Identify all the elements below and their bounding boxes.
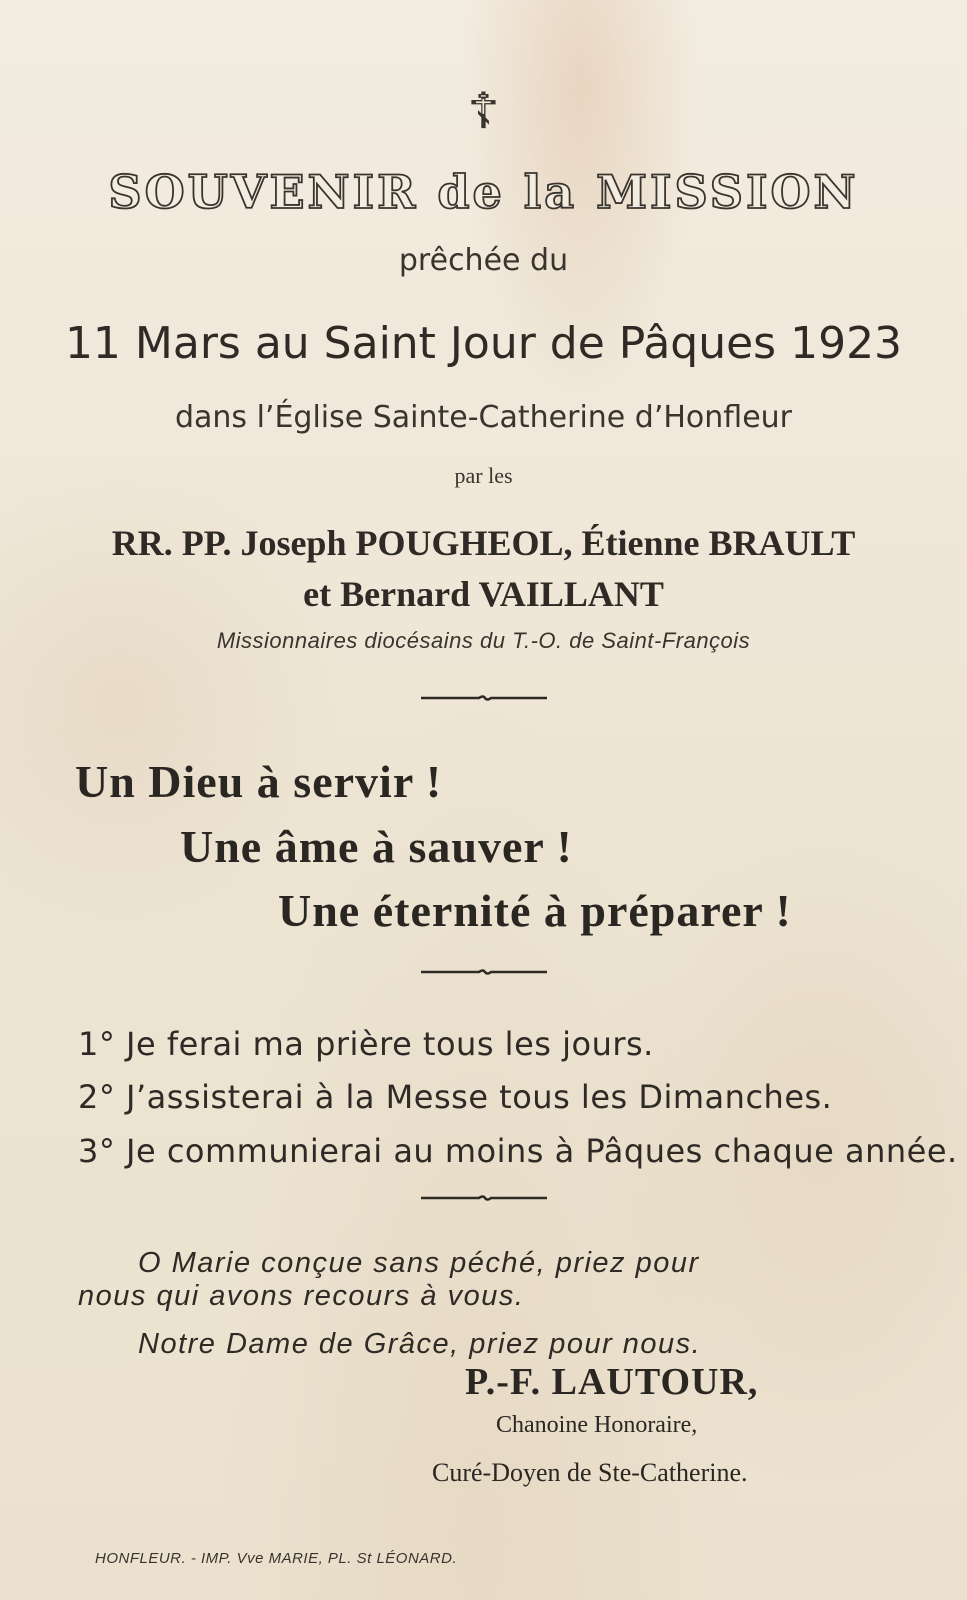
printer-imprint: HONFLEUR. - IMP. Vve MARIE, PL. St LÉONARD. [95,1550,458,1567]
signer-title-1: Chanoine Honoraire, [496,1412,698,1438]
mission-dates: 11 Mars au Saint Jour de Pâques 1923 [64,318,903,369]
prayer-line-2: nous qui avons recours à vous. [78,1280,525,1312]
church-line: dans l’Église Sainte-Catherine d’Honfleur [174,400,793,435]
ornament-divider-1 [0,692,967,704]
resolution-item: 3° Je communierai au moins à Pâques chaque année. [78,1132,958,1170]
motto-line-1: Un Dieu à servir ! [75,756,443,807]
preached-line: prêchée du [398,243,569,278]
ornament-divider-2 [0,966,967,978]
fathers-line-1: RR. PP. Joseph POUGHEOL, Étienne BRAULT [111,523,856,563]
cross-icon: ☦ [467,82,500,140]
resolution-item: 2° J’assisterai à la Messe tous les Dimanches. [78,1078,833,1116]
signer-name: P.-F. LAUTOUR, [465,1361,759,1403]
motto-line-2: Une âme à sauver ! [180,821,573,872]
resolution-item: 1° Je ferai ma prière tous les jours. [78,1025,654,1063]
by-line: par les [454,463,513,488]
fathers-line-2: et Bernard VAILLANT [303,574,664,614]
motto-line-3: Une éternité à préparer ! [278,885,792,936]
missionaries-line: Missionnaires diocésains du T.-O. de Saint-François [216,628,751,653]
card-title: SOUVENIR de la MISSION [108,165,859,219]
prayer-line-1: O Marie conçue sans péché, priez pour [138,1247,700,1279]
ornament-divider-3 [0,1192,967,1204]
signer-title-2: Curé-Doyen de Ste-Catherine. [432,1458,748,1487]
prayer-line-3: Notre Dame de Grâce, priez pour nous. [138,1328,702,1360]
